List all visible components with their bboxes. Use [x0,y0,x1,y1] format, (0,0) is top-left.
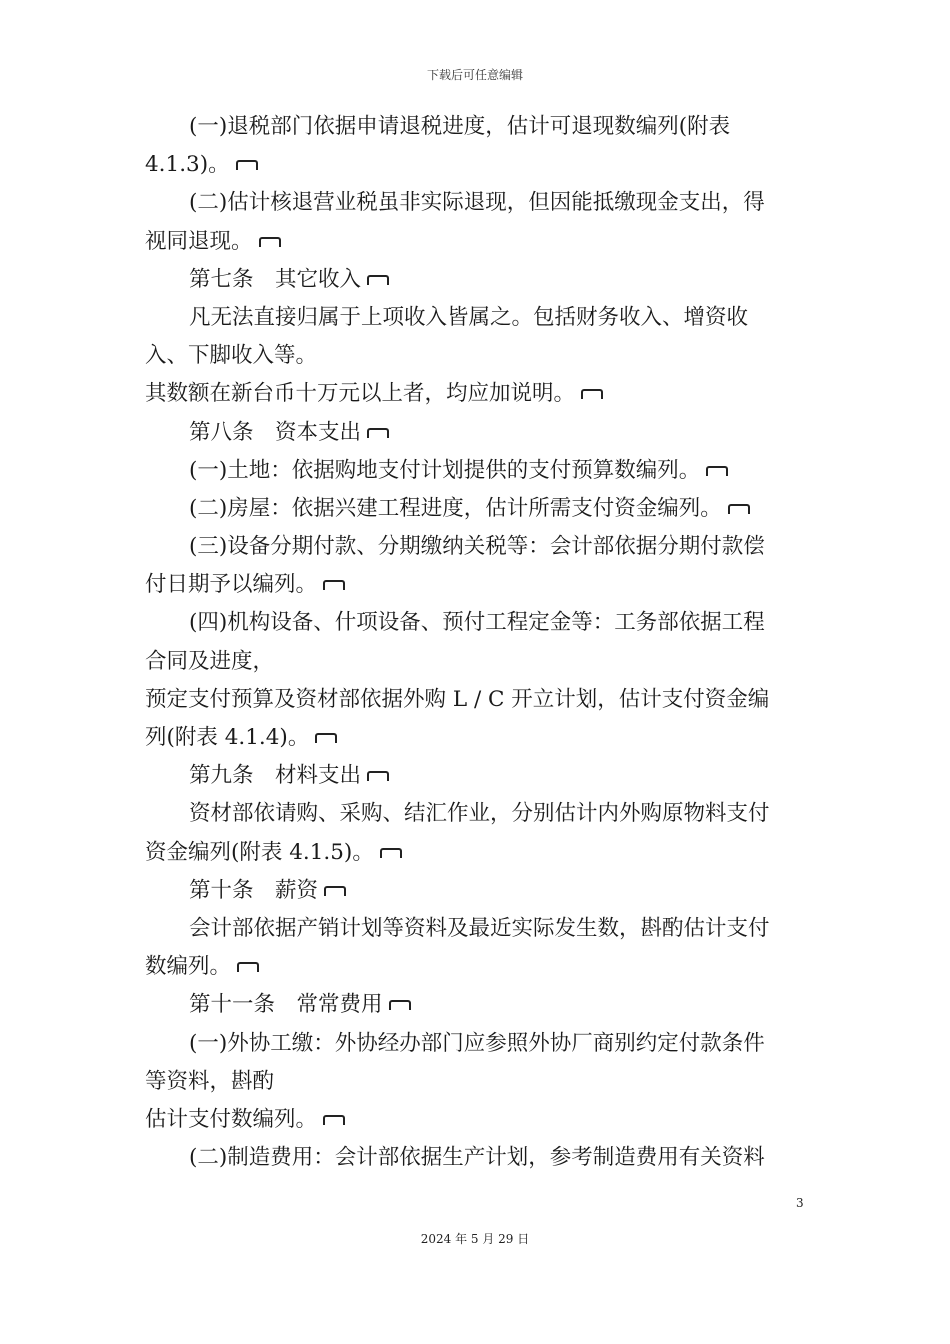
line-text: 视同退现。 [145,228,253,254]
text-line [145,452,815,490]
paragraph-mark-icon [706,466,728,476]
line-text: (一)退税部门依据申请退税进度，估计可退现数编列(附表 [189,114,731,139]
line-text: 估计支付数编列。 [145,1106,318,1132]
text-line [145,643,815,681]
text-line [145,299,815,337]
line-text: 列(附表 4.1.4)。 [145,725,310,750]
text-line [145,1025,815,1063]
text-line [145,184,815,222]
text-line [145,146,815,184]
text-line [145,719,815,757]
text-line [145,566,815,604]
document-body [145,108,815,1177]
text-line [145,1101,815,1139]
text-line [145,414,815,452]
line-text: 第八条 资本支出 [189,419,362,445]
line-text: (三)设备分期付款、分期缴纳关税等：会计部依据分期付款偿 [189,534,765,560]
text-line [145,910,815,948]
text-line [145,757,815,795]
text-line [145,834,815,872]
text-line [145,795,815,833]
page-header: 下载后可任意编辑 [426,68,523,82]
line-text: 预定支付预算及资材部依据外购 L / C 开立计划，估计支付资金编 [145,686,770,712]
line-text: 第十条 薪资 [189,877,319,903]
page-footer-date: 2024 年 5 月 29 日 [420,1232,530,1246]
line-text: (二)制造费用：会计部依据生产计划，参考制造费用有关资料 [189,1145,765,1171]
text-line [145,490,815,528]
line-text: 第九条 材料支出 [189,763,362,789]
paragraph-mark-icon [237,962,259,972]
paragraph-mark-icon [259,237,281,247]
text-line [145,681,815,719]
line-text: 其数额在新台币十万元以上者，均应加说明。 [145,381,576,407]
text-line [145,1139,815,1177]
line-text: 等资料，斟酌 [145,1068,275,1094]
text-line [145,375,815,413]
line-text: 凡无法直接归属于上项收入皆属之。包括财务收入、增资收 [189,304,749,330]
line-text: 资材部依请购、采购、结汇作业，分别估计内外购原物料支付 [189,801,770,827]
line-text: 会计部依据产销计划等资料及最近实际发生数，斟酌估计支付 [189,915,770,941]
line-text: 入、下脚收入等。 [145,343,318,369]
paragraph-mark-icon [367,428,389,438]
line-text: 4.1.3)。 [145,152,230,178]
line-text: 合同及进度， [145,648,275,674]
text-line [145,528,815,566]
line-text: 第十一条 常常费用 [189,992,383,1018]
paragraph-mark-icon [323,1115,345,1125]
line-text: (二)房屋：依据兴建工程进度，估计所需支付资金编列。 [189,495,722,521]
paragraph-mark-icon [315,733,337,743]
text-line [145,1063,815,1101]
text-line [145,108,815,146]
text-line [145,986,815,1024]
line-text: (四)机构设备、什项设备、预付工程定金等：工务部依据工程 [189,610,765,636]
paragraph-mark-icon [323,580,345,590]
line-text: (二)估计核退营业税虽非实际退现，但因能抵缴现金支出，得 [189,190,765,216]
paragraph-mark-icon [581,389,603,399]
text-line [145,948,815,986]
paragraph-mark-icon [380,848,402,858]
text-line [145,872,815,910]
text-line [145,337,815,375]
line-text: 数编列。 [145,954,232,980]
text-line [145,223,815,261]
page-number: 3 [796,1196,804,1210]
line-text: 资金编列(附表 4.1.5)。 [145,839,374,865]
paragraph-mark-icon [236,160,258,170]
text-line [145,604,815,642]
line-text: 付日期予以编列。 [145,572,318,598]
paragraph-mark-icon [324,886,346,896]
text-line [145,261,815,299]
paragraph-mark-icon [367,275,389,285]
line-text: (一)土地：依据购地支付计划提供的支付预算数编列。 [189,457,701,483]
paragraph-mark-icon [367,771,389,781]
paragraph-mark-icon [389,1000,411,1010]
paragraph-mark-icon [728,504,750,514]
line-text: (一)外协工缴：外协经办部门应参照外协厂商别约定付款条件 [189,1030,765,1056]
line-text: 第七条 其它收入 [189,266,362,292]
